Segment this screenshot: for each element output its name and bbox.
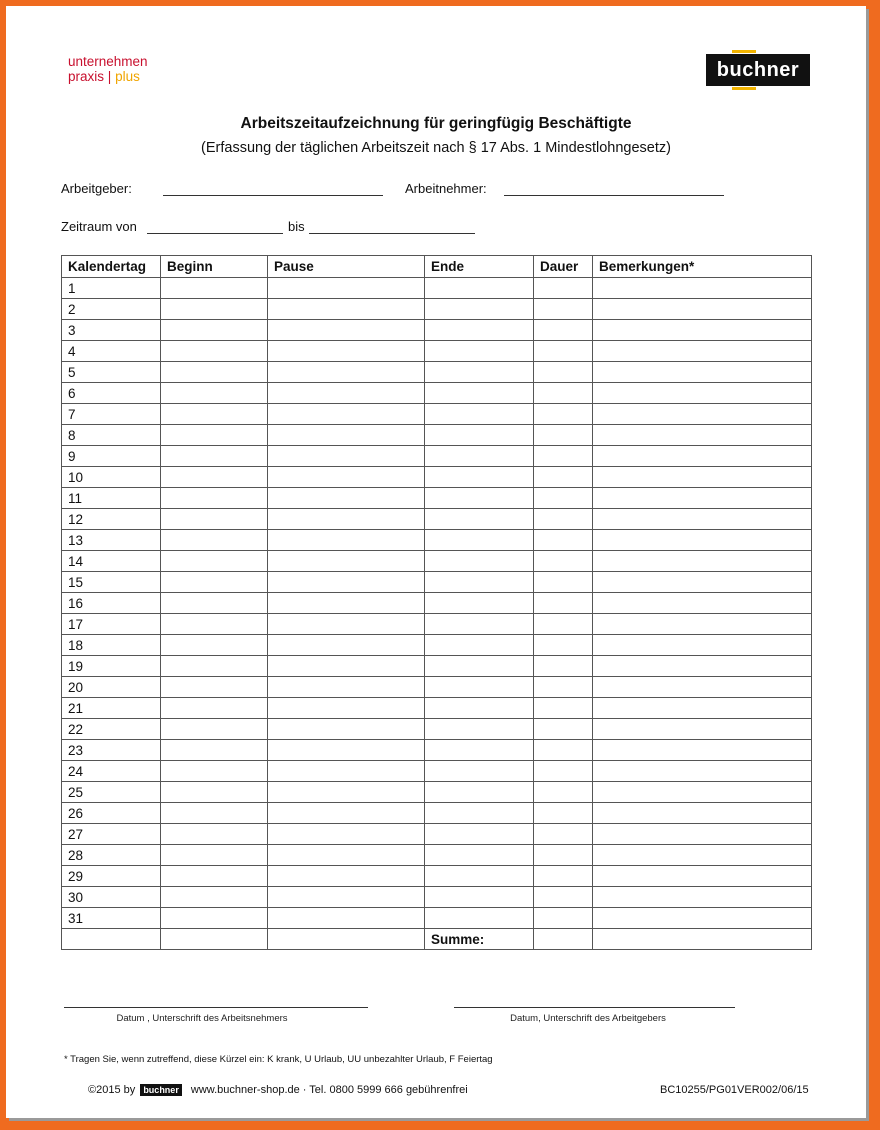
table-row: [62, 656, 812, 677]
day-number-cell: 20: [62, 677, 161, 698]
dauer-cell[interactable]: [534, 656, 593, 677]
header-kalendertag: Kalendertag: [62, 256, 161, 278]
pause-cell[interactable]: [268, 551, 425, 572]
beginn-cell[interactable]: [161, 299, 268, 320]
bemerkungen-cell[interactable]: [593, 866, 812, 887]
dauer-cell[interactable]: [534, 530, 593, 551]
employee-signature-line[interactable]: [64, 1007, 368, 1008]
table-row: [62, 404, 812, 425]
pause-cell[interactable]: [268, 635, 425, 656]
ende-cell[interactable]: [425, 425, 534, 446]
beginn-cell[interactable]: [161, 467, 268, 488]
beginn-cell[interactable]: [161, 509, 268, 530]
bemerkungen-cell[interactable]: [593, 677, 812, 698]
dauer-cell[interactable]: [534, 824, 593, 845]
beginn-cell[interactable]: [161, 383, 268, 404]
bemerkungen-cell[interactable]: [593, 887, 812, 908]
document-title: Arbeitszeitaufzeichnung für geringfügig Beschäftigte: [240, 115, 632, 132]
ende-cell[interactable]: [425, 572, 534, 593]
pause-cell[interactable]: [268, 614, 425, 635]
beginn-cell[interactable]: [161, 278, 268, 299]
beginn-cell[interactable]: [161, 656, 268, 677]
ende-cell[interactable]: [425, 320, 534, 341]
ende-cell[interactable]: [425, 593, 534, 614]
day-number-cell: 17: [62, 614, 161, 635]
table-row: [62, 320, 812, 341]
bemerkungen-cell[interactable]: [593, 824, 812, 845]
buchner-logo: buchner: [706, 54, 810, 86]
bemerkungen-cell[interactable]: [593, 320, 812, 341]
brand-plus: plus: [115, 69, 140, 84]
day-number-cell: 30: [62, 887, 161, 908]
bemerkungen-cell[interactable]: [593, 761, 812, 782]
footer-code: BC10255/PG01VER002/06/15: [660, 1084, 809, 1096]
day-number-cell: 21: [62, 698, 161, 719]
beginn-cell[interactable]: [161, 887, 268, 908]
beginn-cell[interactable]: [161, 761, 268, 782]
sum-row-empty-cell: [62, 929, 161, 950]
period-to-field: [288, 219, 305, 234]
beginn-cell[interactable]: [161, 425, 268, 446]
bemerkungen-cell[interactable]: [593, 614, 812, 635]
table-row: [62, 614, 812, 635]
pause-cell[interactable]: [268, 803, 425, 824]
day-number-cell: 24: [62, 761, 161, 782]
pause-cell[interactable]: [268, 887, 425, 908]
pause-cell[interactable]: [268, 677, 425, 698]
day-number-cell: 7: [62, 404, 161, 425]
sum-row-empty-cell: [593, 929, 812, 950]
dauer-cell[interactable]: [534, 782, 593, 803]
table-row: [62, 278, 812, 299]
period-to-input-line[interactable]: [309, 221, 475, 234]
dauer-cell[interactable]: [534, 887, 593, 908]
footnote: * Tragen Sie, wenn zutreffend, diese Kürzel ein: K krank, U Urlaub, UU unbezahlter Urlaub, F Feiertag: [64, 1054, 493, 1065]
ende-cell[interactable]: [425, 446, 534, 467]
dauer-cell[interactable]: [534, 719, 593, 740]
sum-row-empty-cell: [268, 929, 425, 950]
beginn-cell[interactable]: [161, 845, 268, 866]
ende-cell[interactable]: [425, 278, 534, 299]
sum-value-cell[interactable]: [534, 929, 593, 950]
pause-cell[interactable]: [268, 383, 425, 404]
employee-field: [405, 181, 487, 196]
brand-praxis: praxis: [68, 69, 105, 84]
bemerkungen-cell[interactable]: [593, 656, 812, 677]
pause-cell[interactable]: [268, 656, 425, 677]
table-row: [62, 341, 812, 362]
beginn-cell[interactable]: [161, 635, 268, 656]
ende-cell[interactable]: [425, 908, 534, 929]
ende-cell[interactable]: [425, 362, 534, 383]
pause-cell[interactable]: [268, 446, 425, 467]
header-ende: Ende: [425, 256, 534, 278]
timesheet-table: [61, 255, 812, 950]
pause-cell[interactable]: [268, 761, 425, 782]
employer-label: Arbeitgeber:: [61, 181, 132, 196]
employee-label: Arbeitnehmer:: [405, 181, 487, 196]
pause-cell[interactable]: [268, 593, 425, 614]
ende-cell[interactable]: [425, 467, 534, 488]
unternehmen-praxis-plus-logo: [68, 54, 148, 84]
dauer-cell[interactable]: [534, 509, 593, 530]
ende-cell[interactable]: [425, 740, 534, 761]
pause-cell[interactable]: [268, 866, 425, 887]
table-row: [62, 698, 812, 719]
beginn-cell[interactable]: [161, 551, 268, 572]
table-row: [62, 362, 812, 383]
bemerkungen-cell[interactable]: [593, 782, 812, 803]
bemerkungen-cell[interactable]: [593, 845, 812, 866]
bemerkungen-cell[interactable]: [593, 908, 812, 929]
bemerkungen-cell[interactable]: [593, 698, 812, 719]
pause-cell[interactable]: [268, 908, 425, 929]
ende-cell[interactable]: [425, 341, 534, 362]
table-row: [62, 509, 812, 530]
pause-cell[interactable]: [268, 845, 425, 866]
table-row: [62, 488, 812, 509]
beginn-cell[interactable]: [161, 824, 268, 845]
ende-cell[interactable]: [425, 383, 534, 404]
beginn-cell[interactable]: [161, 908, 268, 929]
employer-field: [61, 181, 132, 196]
table-row: [62, 299, 812, 320]
employee-signature-label: Datum , Unterschrift des Arbeitsnehmers: [116, 1013, 288, 1024]
day-number-cell: 27: [62, 824, 161, 845]
dauer-cell[interactable]: [534, 362, 593, 383]
ende-cell[interactable]: [425, 845, 534, 866]
table-row: [62, 635, 812, 656]
ende-cell[interactable]: [425, 299, 534, 320]
day-number-cell: 25: [62, 782, 161, 803]
ende-cell[interactable]: [425, 614, 534, 635]
bemerkungen-cell[interactable]: [593, 593, 812, 614]
header-pause: Pause: [268, 256, 425, 278]
pause-cell[interactable]: [268, 278, 425, 299]
bemerkungen-cell[interactable]: [593, 530, 812, 551]
footer-left: [88, 1084, 468, 1096]
pause-cell[interactable]: [268, 341, 425, 362]
beginn-cell[interactable]: [161, 803, 268, 824]
dauer-cell[interactable]: [534, 803, 593, 824]
bemerkungen-cell[interactable]: [593, 446, 812, 467]
pause-cell[interactable]: [268, 530, 425, 551]
day-number-cell: 3: [62, 320, 161, 341]
beginn-cell[interactable]: [161, 614, 268, 635]
ende-cell[interactable]: [425, 866, 534, 887]
table-row: [62, 866, 812, 887]
dauer-cell[interactable]: [534, 488, 593, 509]
dauer-cell[interactable]: [534, 908, 593, 929]
bemerkungen-cell[interactable]: [593, 572, 812, 593]
dauer-cell[interactable]: [534, 551, 593, 572]
table-row: [62, 425, 812, 446]
bemerkungen-cell[interactable]: [593, 425, 812, 446]
bemerkungen-cell[interactable]: [593, 740, 812, 761]
table-row: [62, 383, 812, 404]
beginn-cell[interactable]: [161, 719, 268, 740]
header-dauer: Dauer: [534, 256, 593, 278]
table-row: [62, 740, 812, 761]
ende-cell[interactable]: [425, 761, 534, 782]
day-number-cell: 13: [62, 530, 161, 551]
beginn-cell[interactable]: [161, 866, 268, 887]
bemerkungen-cell[interactable]: [593, 341, 812, 362]
dauer-cell[interactable]: [534, 614, 593, 635]
day-number-cell: 16: [62, 593, 161, 614]
brand-line-2: [68, 69, 148, 84]
bemerkungen-cell[interactable]: [593, 278, 812, 299]
pause-cell[interactable]: [268, 572, 425, 593]
day-number-cell: 11: [62, 488, 161, 509]
ende-cell[interactable]: [425, 803, 534, 824]
day-number-cell: 29: [62, 866, 161, 887]
period-from-input-line[interactable]: [147, 221, 283, 234]
dauer-cell[interactable]: [534, 320, 593, 341]
period-from-label: Zeitraum von: [61, 219, 137, 234]
ende-cell[interactable]: [425, 887, 534, 908]
table-row: [62, 719, 812, 740]
day-number-cell: 12: [62, 509, 161, 530]
pause-cell[interactable]: [268, 698, 425, 719]
day-number-cell: 26: [62, 803, 161, 824]
dauer-cell[interactable]: [534, 299, 593, 320]
beginn-cell[interactable]: [161, 677, 268, 698]
dauer-cell[interactable]: [534, 446, 593, 467]
bemerkungen-cell[interactable]: [593, 509, 812, 530]
table-row: [62, 887, 812, 908]
day-number-cell: 18: [62, 635, 161, 656]
ende-cell[interactable]: [425, 677, 534, 698]
beginn-cell[interactable]: [161, 362, 268, 383]
beginn-cell[interactable]: [161, 698, 268, 719]
table-row: [62, 572, 812, 593]
pause-cell[interactable]: [268, 740, 425, 761]
pause-cell[interactable]: [268, 824, 425, 845]
day-number-cell: 23: [62, 740, 161, 761]
dauer-cell[interactable]: [534, 677, 593, 698]
dauer-cell[interactable]: [534, 383, 593, 404]
table-row: [62, 593, 812, 614]
employee-input-line[interactable]: [504, 183, 724, 196]
dauer-cell[interactable]: [534, 467, 593, 488]
table-row: [62, 677, 812, 698]
bemerkungen-cell[interactable]: [593, 383, 812, 404]
table-row: [62, 761, 812, 782]
footer-buchner-logo: buchner: [140, 1084, 182, 1096]
ende-cell[interactable]: [425, 824, 534, 845]
day-number-cell: 4: [62, 341, 161, 362]
bemerkungen-cell[interactable]: [593, 299, 812, 320]
dauer-cell[interactable]: [534, 404, 593, 425]
beginn-cell[interactable]: [161, 530, 268, 551]
dauer-cell[interactable]: [534, 866, 593, 887]
footer-copyright: ©2015 by: [88, 1084, 136, 1096]
table-row: [62, 824, 812, 845]
dauer-cell[interactable]: [534, 278, 593, 299]
day-number-cell: 9: [62, 446, 161, 467]
brand-separator: |: [107, 69, 112, 84]
day-number-cell: 14: [62, 551, 161, 572]
beginn-cell[interactable]: [161, 782, 268, 803]
day-number-cell: 2: [62, 299, 161, 320]
table-row: [62, 908, 812, 929]
header-beginn: Beginn: [161, 256, 268, 278]
dauer-cell[interactable]: [534, 572, 593, 593]
day-number-cell: 15: [62, 572, 161, 593]
bemerkungen-cell[interactable]: [593, 362, 812, 383]
day-number-cell: 28: [62, 845, 161, 866]
table-row: [62, 782, 812, 803]
sum-row: [62, 929, 812, 950]
sum-row-empty-cell: [161, 929, 268, 950]
bemerkungen-cell[interactable]: [593, 635, 812, 656]
pause-cell[interactable]: [268, 467, 425, 488]
employer-input-line[interactable]: [163, 183, 383, 196]
dauer-cell[interactable]: [534, 635, 593, 656]
pause-cell[interactable]: [268, 509, 425, 530]
bemerkungen-cell[interactable]: [593, 404, 812, 425]
day-number-cell: 31: [62, 908, 161, 929]
beginn-cell[interactable]: [161, 488, 268, 509]
ende-cell[interactable]: [425, 530, 534, 551]
day-number-cell: 1: [62, 278, 161, 299]
ende-cell[interactable]: [425, 488, 534, 509]
beginn-cell[interactable]: [161, 446, 268, 467]
table-row: [62, 467, 812, 488]
document-subtitle: (Erfassung der täglichen Arbeitszeit nach § 17 Abs. 1 Mindestlohngesetz): [201, 140, 671, 156]
day-number-cell: 22: [62, 719, 161, 740]
day-number-cell: 10: [62, 467, 161, 488]
pause-cell[interactable]: [268, 425, 425, 446]
period-field: [61, 219, 137, 234]
pause-cell[interactable]: [268, 404, 425, 425]
pause-cell[interactable]: [268, 320, 425, 341]
pause-cell[interactable]: [268, 299, 425, 320]
ende-cell[interactable]: [425, 782, 534, 803]
employer-signature-label: Datum, Unterschrift des Arbeitgebers: [510, 1013, 666, 1024]
bemerkungen-cell[interactable]: [593, 551, 812, 572]
ende-cell[interactable]: [425, 719, 534, 740]
day-number-cell: 19: [62, 656, 161, 677]
dauer-cell[interactable]: [534, 740, 593, 761]
footer-contact: www.buchner-shop.de · Tel. 0800 5999 666 gebührenfrei: [190, 1084, 468, 1096]
day-number-cell: 8: [62, 425, 161, 446]
dauer-cell[interactable]: [534, 698, 593, 719]
dauer-cell[interactable]: [534, 593, 593, 614]
table-row: [62, 551, 812, 572]
table-row: [62, 803, 812, 824]
employer-signature-line[interactable]: [454, 1007, 735, 1008]
ende-cell[interactable]: [425, 635, 534, 656]
pause-cell[interactable]: [268, 719, 425, 740]
pause-cell[interactable]: [268, 488, 425, 509]
header-bemerkungen: Bemerkungen*: [593, 256, 812, 278]
table-row: [62, 845, 812, 866]
table-row: [62, 446, 812, 467]
dauer-cell[interactable]: [534, 341, 593, 362]
ende-cell[interactable]: [425, 404, 534, 425]
brand-line-1: unternehmen: [68, 54, 148, 69]
ende-cell[interactable]: [425, 656, 534, 677]
bemerkungen-cell[interactable]: [593, 803, 812, 824]
period-to-label: bis: [288, 219, 305, 234]
dauer-cell[interactable]: [534, 761, 593, 782]
beginn-cell[interactable]: [161, 320, 268, 341]
sum-label: Summe:: [425, 929, 534, 950]
beginn-cell[interactable]: [161, 740, 268, 761]
table-row: [62, 530, 812, 551]
day-number-cell: 5: [62, 362, 161, 383]
pause-cell[interactable]: [268, 782, 425, 803]
beginn-cell[interactable]: [161, 341, 268, 362]
day-number-cell: 6: [62, 383, 161, 404]
dauer-cell[interactable]: [534, 845, 593, 866]
ende-cell[interactable]: [425, 698, 534, 719]
pause-cell[interactable]: [268, 362, 425, 383]
bemerkungen-cell[interactable]: [593, 719, 812, 740]
table-header-row: [62, 256, 812, 278]
dauer-cell[interactable]: [534, 425, 593, 446]
beginn-cell[interactable]: [161, 572, 268, 593]
ende-cell[interactable]: [425, 551, 534, 572]
bemerkungen-cell[interactable]: [593, 467, 812, 488]
beginn-cell[interactable]: [161, 593, 268, 614]
bemerkungen-cell[interactable]: [593, 488, 812, 509]
beginn-cell[interactable]: [161, 404, 268, 425]
ende-cell[interactable]: [425, 509, 534, 530]
